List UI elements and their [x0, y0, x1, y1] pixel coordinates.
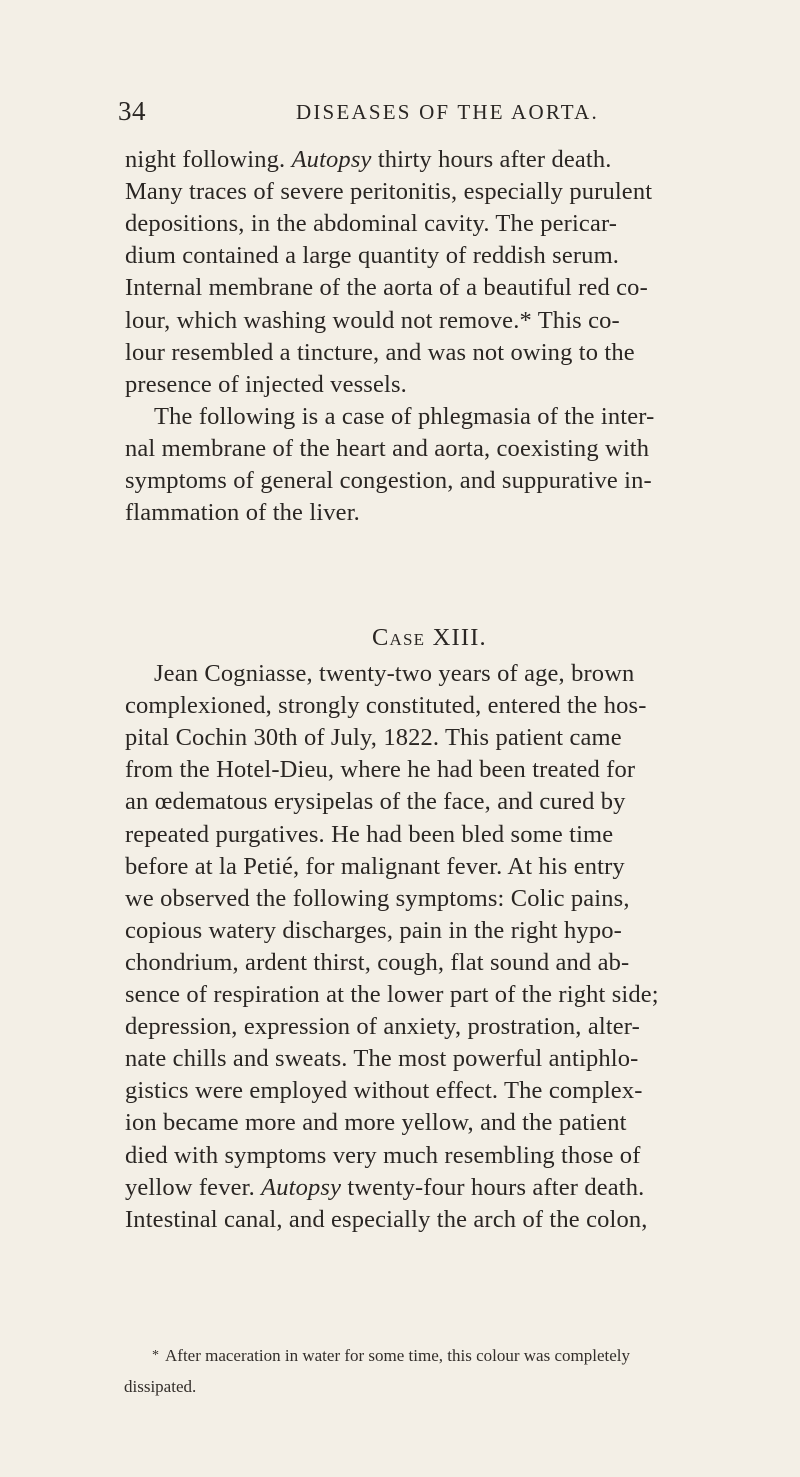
text-line: chondrium, ardent thirst, cough, flat sound and ab-	[125, 948, 630, 976]
footnote-continuation	[124, 1375, 196, 1399]
footnote-text-line-1: After maceration in water for some time, this colour was completely	[165, 1346, 630, 1365]
text-line: depositions, in the abdominal cavity. The pericar-	[125, 210, 618, 238]
page-number: 34	[118, 96, 146, 126]
text-line: symptoms of general congestion, and suppurative in-	[125, 467, 652, 494]
case-heading: Case XIII.	[372, 624, 487, 651]
text-line: from the Hotel-Dieu, where he had been treated for	[125, 756, 636, 784]
footnote-marker: *	[152, 1348, 159, 1363]
text-line: lour, which washing would not remove.* This co-	[125, 306, 620, 334]
text-line: pital Cochin 30th of July, 1822. This patient came	[125, 724, 622, 752]
footnote	[152, 1344, 630, 1368]
text-line: sence of respiration at the lower part of the right side;	[125, 981, 659, 1008]
text-line: presence of injected vessels.	[125, 370, 407, 398]
text-line: copious watery discharges, pain in the right hypo-	[125, 916, 622, 944]
text-line: Intestinal canal, and especially the arch of the colon,	[125, 1205, 648, 1233]
text-line: dium contained a large quantity of reddish serum.	[125, 242, 620, 270]
text-line: ion became more and more yellow, and the patient	[125, 1109, 627, 1137]
footnote-text-line-2: dissipated.	[124, 1377, 197, 1396]
text-line: nal membrane of the heart and aorta, coexisting with	[125, 434, 650, 462]
text-line: before at la Petié, for malignant fever. At his entry	[125, 852, 625, 880]
text-line: nate chills and sweats. The most powerful antiphlo-	[125, 1045, 639, 1073]
text-line: The following is a case of phlegmasia of the inter-	[154, 402, 655, 430]
text-line: died with symptoms very much resembling those of	[125, 1141, 641, 1169]
text-line: Jean Cogniasse, twenty-two years of age, brown	[154, 660, 635, 687]
text-line: night following. Autopsy thirty hours after death.	[125, 146, 612, 173]
text-line: Internal membrane of the aorta of a beautiful red co-	[125, 274, 648, 302]
text-line: gistics were employed without effect. The complex-	[125, 1077, 643, 1105]
text-line: flammation of the liver.	[125, 499, 360, 527]
text-line: depression, expression of anxiety, prostration, alter-	[125, 1013, 640, 1041]
text-line: yellow fever. Autopsy twenty-four hours after death.	[125, 1173, 645, 1201]
text-line: Many traces of severe peritonitis, especially purulent	[125, 178, 653, 206]
text-line: complexioned, strongly constituted, entered the hos-	[125, 692, 647, 720]
text-line: lour resembled a tincture, and was not owing to the	[125, 338, 635, 366]
text-line: an œdematous erysipelas of the face, and cured by	[125, 788, 626, 816]
text-line: we observed the following symptoms: Colic pains,	[125, 884, 630, 912]
page-header	[118, 96, 798, 130]
text-line: repeated purgatives. He had been bled some time	[125, 820, 614, 848]
running-head: DISEASES OF THE AORTA.	[296, 100, 599, 124]
